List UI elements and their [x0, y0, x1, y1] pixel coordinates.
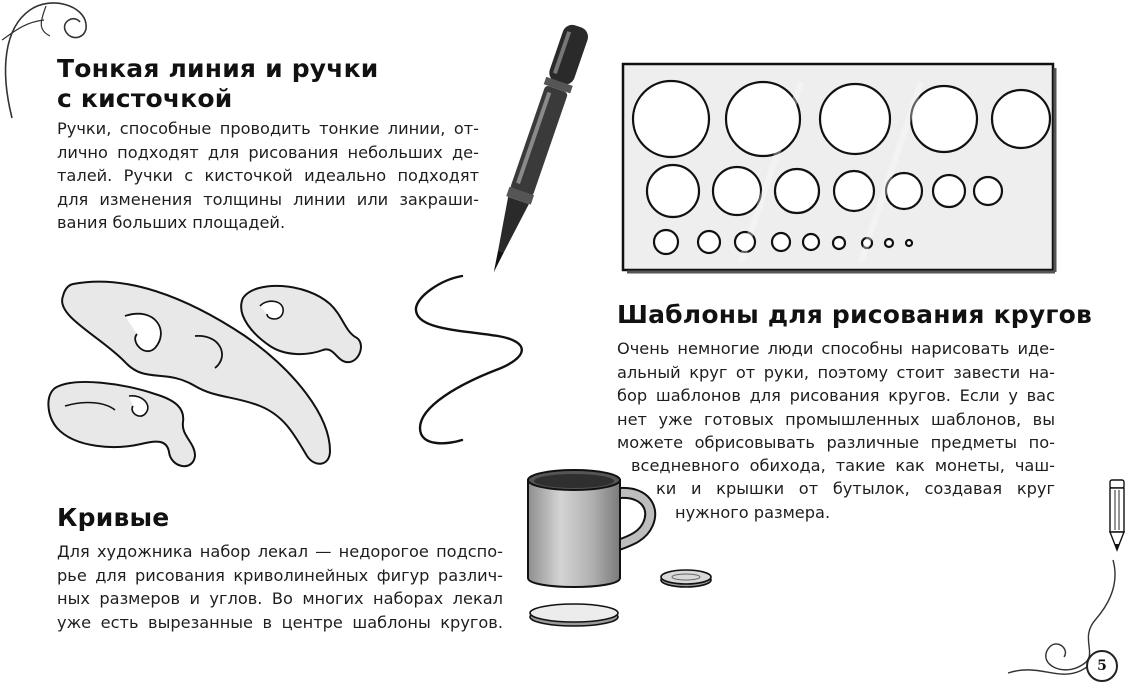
pens-heading: [57, 54, 379, 114]
curves-line-4: уже есть вырезанные в центре шаблоны кругов.: [57, 612, 503, 632]
french-curves-illustration: [45, 276, 365, 476]
page-number: 5: [1086, 650, 1118, 682]
circles-line-6-wrap: [631, 454, 1055, 478]
coin-illustration: [659, 566, 715, 590]
pens-heading-line-2: с кисточкой: [57, 84, 233, 113]
pens-line-5: вания больших площадей.: [57, 213, 286, 232]
circle-template-illustration: [621, 62, 1057, 274]
circles-line-7: ки и крышки от бутылок, создавая круг: [656, 479, 1055, 498]
circles-paragraph-bottom: [656, 477, 1055, 524]
curves-line-1: Для художника набор лекал — недорогое подспо-: [57, 542, 503, 561]
pens-line-4: для изменения толщины линии или закраши-: [57, 189, 479, 209]
pens-line-1: Ручки, способные проводить тонкие линии, от-: [57, 119, 479, 138]
pens-line-3: талей. Ручки с кисточкой идеально подходят: [57, 166, 479, 185]
curves-paragraph: [57, 540, 503, 634]
circles-line-6: вседневного обихода, такие как монеты, чаш-: [631, 456, 1055, 475]
curves-line-3: ных размеров и углов. Во многих наборах лекал: [57, 589, 503, 608]
circles-line-2: альный круг от руки, поэтому стоит завести на-: [617, 362, 1055, 382]
curves-line-2: рье для рисования криволинейных фигур различ-: [57, 565, 503, 585]
circles-paragraph-top: [617, 337, 1055, 455]
circles-line-1: Очень немногие люди способны нарисовать иде-: [617, 339, 1055, 358]
mug-illustration: [522, 466, 662, 596]
circles-heading: Шаблоны для рисования кругов: [617, 300, 1092, 329]
circles-line-3: бор шаблонов для рисования кругов. Если у вас: [617, 386, 1055, 405]
circles-line-5: можете обрисовывать различные предметы по-: [617, 433, 1055, 452]
pens-heading-line-1: Тонкая линия и ручки: [57, 54, 379, 83]
lid-illustration: [527, 600, 623, 630]
brush-pen-illustration: [400, 18, 590, 458]
curves-heading: Кривые: [57, 503, 170, 532]
circles-line-4: нет уже готовых промышленных шаблонов, вы: [617, 409, 1055, 429]
pens-line-2: лично подходят для рисования небольших де-: [57, 142, 479, 162]
circles-line-8: нужного размера.: [675, 502, 831, 522]
